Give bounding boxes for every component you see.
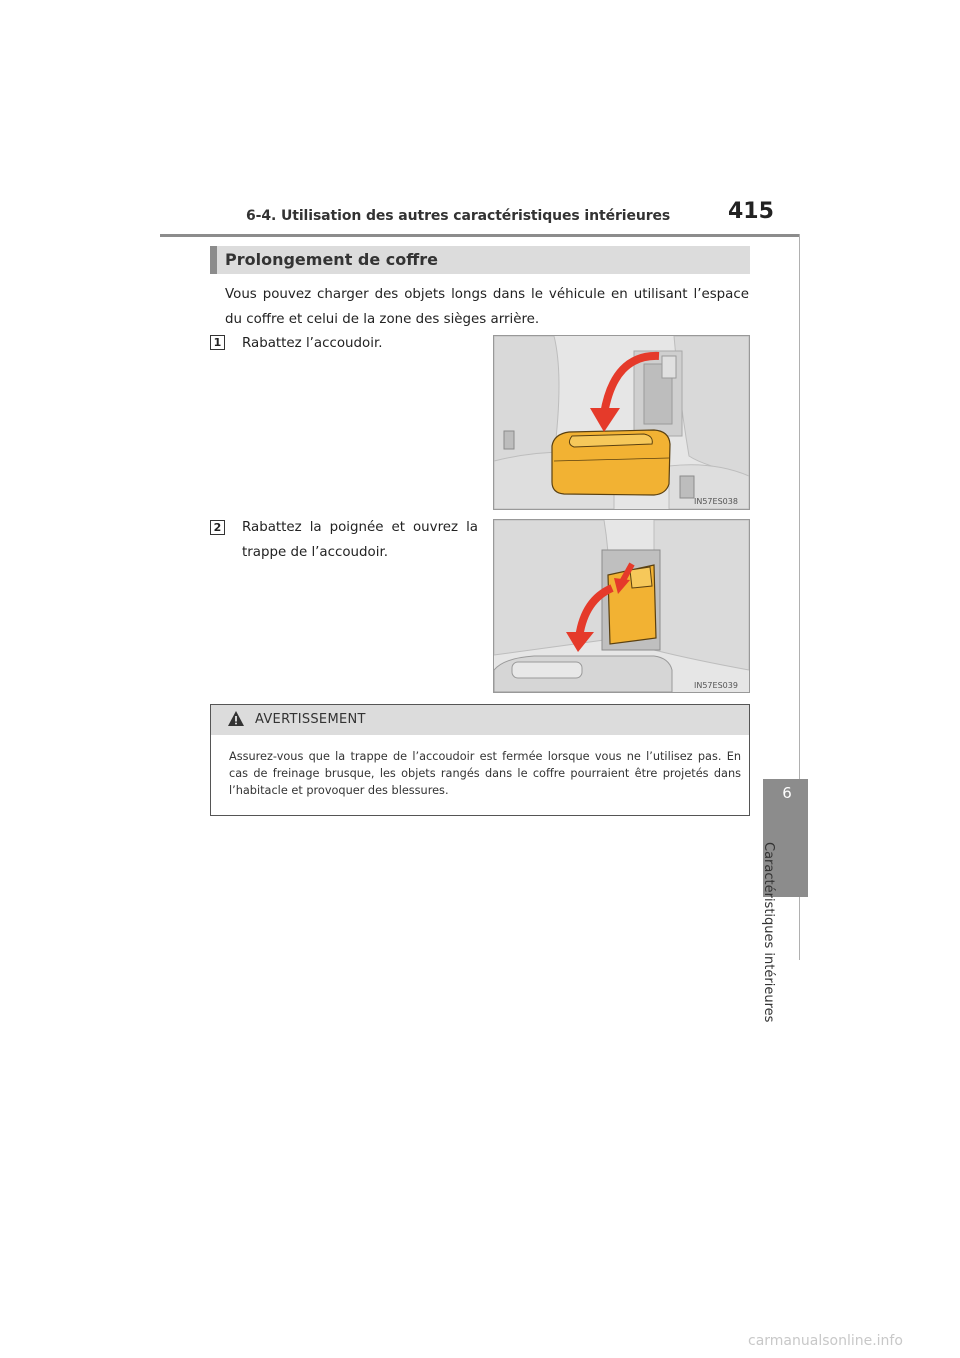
chapter-label: Caractéristiques intérieures [761,842,776,1023]
step-text-2: Rabattez la poignée et ouvrez la trappe de l’accoudoir. [242,520,478,560]
section-title: Prolongement de coffre [225,250,438,269]
warning-box [210,704,750,816]
step-number-1: 1 [210,335,225,350]
chapter-number: 6 [782,784,792,802]
figure-code-1: IN57ES038 [694,497,738,506]
armrest-fold-illustration [494,336,749,509]
intro-paragraph: Vous pouvez charger des objets longs dans le véhicule en utilisant l’espace du coffre et celui de la zone des sièges arrière. [225,287,749,327]
warning-title: AVERTISSEMENT [255,712,366,727]
page-number: 415 [728,199,774,224]
figure-armrest-fold [493,335,750,510]
header-rule [160,234,800,237]
step-number-2: 2 [210,520,225,535]
section-heading [210,246,750,274]
header-title: 6-4. Utilisation des autres caractéristiques intérieures [246,208,671,224]
warning-icon [228,711,244,726]
armrest-door-illustration [494,520,749,692]
warning-text: Assurez-vous que la trappe de l’accoudoir est fermée lorsque vous ne l’utilisez pas. En cas de freinage brusque, les objets rangés dans le coffre pourraient être projetés dans l’habitacle et provoquer des blessures. [229,750,741,797]
step-text-1: Rabattez l’accoudoir. [242,336,383,351]
figure-armrest-door [493,519,750,693]
watermark: carmanualsonline.info [748,1333,903,1349]
figure-code-2: IN57ES039 [694,681,738,690]
